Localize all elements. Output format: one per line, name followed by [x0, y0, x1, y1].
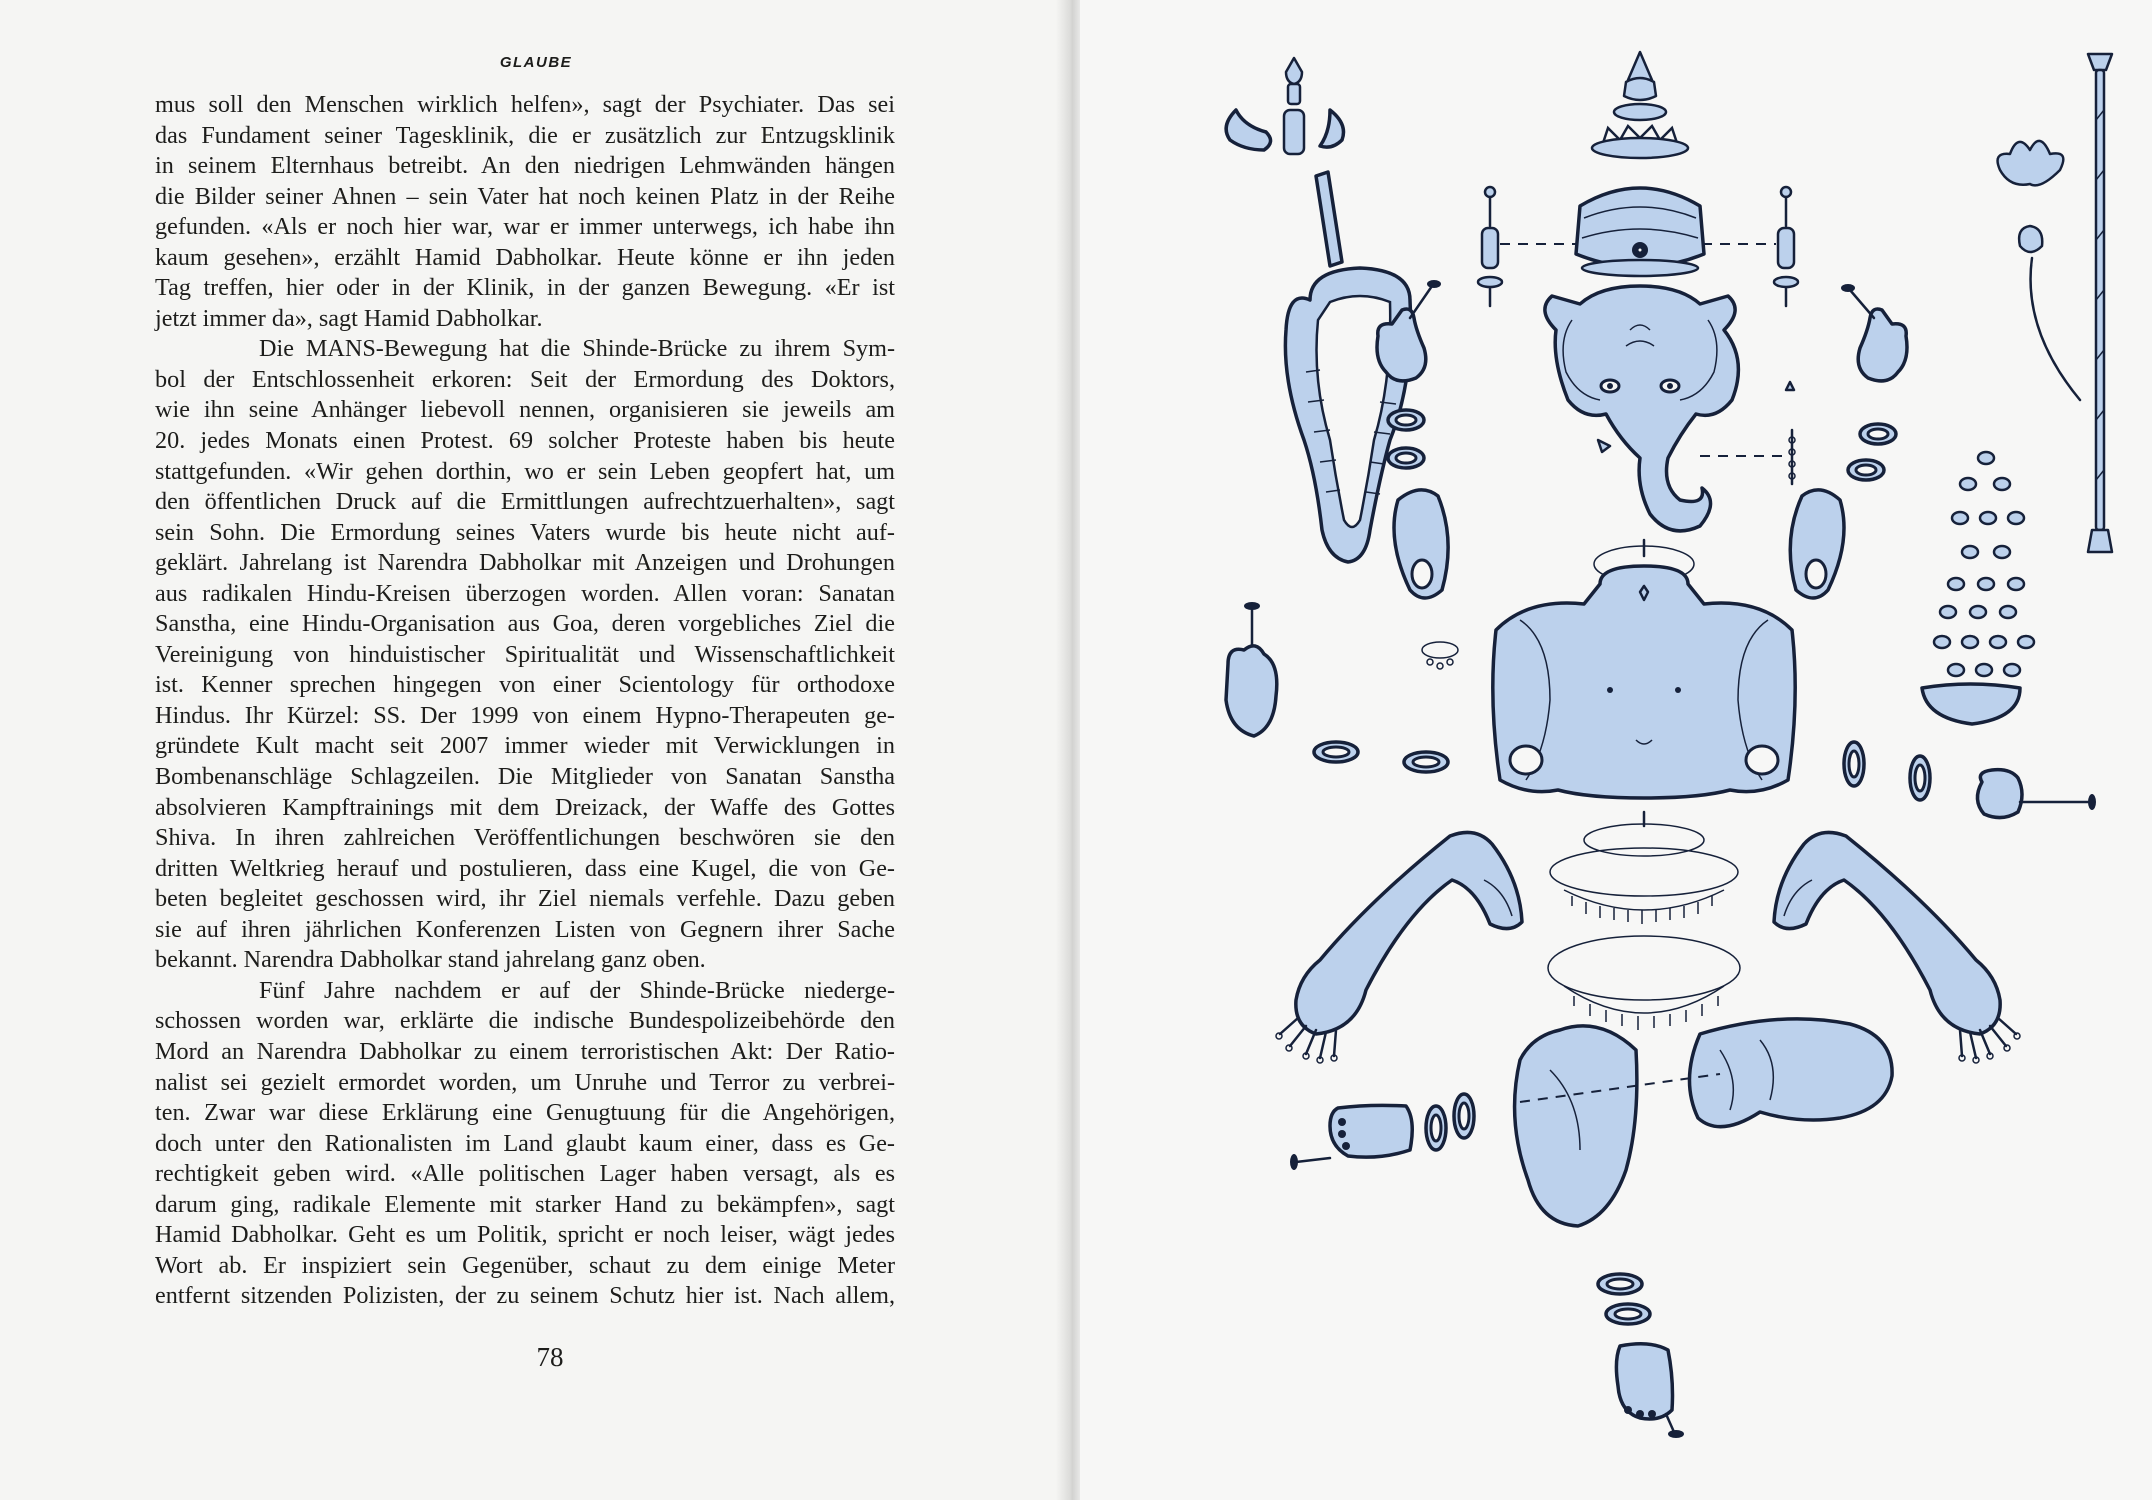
crown-icon [1576, 188, 1704, 276]
anklet-icon [1426, 1106, 1446, 1150]
elephant-head-icon [1545, 286, 1739, 531]
bangle-icon [1848, 460, 1884, 480]
anklet-icon [1454, 1094, 1474, 1138]
body-text [155, 90, 895, 1312]
axe-weapon-icon [1226, 58, 1343, 266]
text-line: ten. Zwar war diese Erklärung eine Genugtuung für die Angehörigen, [155, 1099, 895, 1127]
upper-arm-left-icon [1394, 490, 1448, 598]
foot-right-icon [1616, 1344, 1684, 1438]
waist-chain-icon [1550, 812, 1738, 924]
leg-left-icon [1515, 1026, 1637, 1226]
bangle-icon [1404, 752, 1448, 772]
belt-necklace-icon [1548, 936, 1740, 1030]
text-line: absolvieren Kampftrainings mit dem Dreizack, der Waffe des Gottes [155, 793, 895, 821]
text-line: Die MANS-Bewegung hat die Shinde-Brücke zu ihrem Sym- [259, 335, 895, 363]
text-line: Wort ab. Er inspiziert sein Gegenüber, schaut zu dem einige Meter [155, 1251, 895, 1279]
staff-icon [2088, 54, 2112, 552]
text-line: schossen worden war, erklärte die indische Bundespolizeibehörde den [155, 1007, 895, 1035]
tusk-pieces-icon [1786, 382, 1795, 484]
text-line: in seinem Elternhaus betreibt. An den niedrigen Lehmwänden hängen [155, 152, 895, 180]
hand-lower-left-icon [1226, 602, 1277, 736]
bangle-icon [1388, 410, 1424, 430]
text-line: mus soll den Menschen wirklich helfen», sagt der Psychiater. Das sei [155, 91, 895, 118]
page-number: 78 [536, 1342, 564, 1372]
text-line: sie auf ihren jährlichen Konferenzen Listen von Gegnern ihrer Sache [155, 915, 895, 943]
text-line: den öffentlichen Druck auf die Ermittlungen aufrechtzuerhalten», sagt [155, 488, 895, 516]
bangle-icon [1314, 742, 1358, 762]
text-line: das Fundament seiner Tagesklinik, die er zusätzlich zur Entzugsklinik [155, 121, 895, 149]
text-line: Mord an Narendra Dabholkar zu einem terroristischen Akt: Der Ratio- [155, 1037, 895, 1065]
earring-left-icon [1478, 187, 1502, 306]
right-page [1080, 0, 2152, 1500]
text-line: kaum gesehen», erzählt Hamid Dabholkar. Heute könne er ihn jeden [155, 243, 895, 271]
lotus-flower-icon [1998, 141, 2080, 400]
text-line: Fünf Jahre nachdem er auf der Shinde-Brücke niederge- [259, 976, 895, 1004]
text-line: rechtigkeit geben wird. «Alle politischen Lager haben versagt, als es [155, 1160, 895, 1188]
ganesha-exploded-illustration [1080, 0, 2152, 1500]
text-line: stattgefunden. «Wir gehen dorthin, wo er sein Leben geopfert hat, um [155, 457, 895, 485]
text-line: bekannt. Narendra Dabholkar stand jahrelang ganz oben. [155, 946, 706, 974]
bangle-icon [1910, 756, 1930, 800]
text-line: darum ging, radikale Elemente mit starker Hand zu bekämpfen», sagt [155, 1190, 895, 1218]
text-line: gefunden. «Als er noch hier war, war er immer unterwegs, ich habe ihn [155, 213, 895, 241]
leg-right-icon [1689, 1019, 1892, 1127]
jewel-cluster-icon [1422, 642, 1458, 669]
bangle-icon [1844, 742, 1864, 786]
text-line: doch unter den Rationalisten im Land glaubt kaum einer, dass es Ge- [155, 1129, 895, 1157]
text-line: aus radikalen Hindu-Kreisen überzogen worden. Allen voran: Sanatan [155, 579, 895, 607]
hand-lower-right-icon [1977, 770, 2096, 818]
bangle-icon [1388, 448, 1424, 468]
text-line: nalist sei gezielt ermordet worden, um Unruhe und Terror zu verbrei- [155, 1068, 895, 1096]
text-line: Shiva. In ihren zahlreichen Veröffentlichungen beschwören sie den [155, 824, 895, 852]
scarf-left-icon [1276, 832, 1522, 1063]
text-line: Vereinigung von hinduistischer Spiritualität und Wissenschaftlichkeit [155, 640, 895, 668]
running-head: GLAUBE [499, 54, 573, 71]
text-line: ist. Kenner sprechen hingegen von einer Scientology für orthodoxe [155, 671, 895, 699]
text-line: gründete Kult macht seit 2007 immer wieder mit Verwicklungen in [155, 732, 895, 760]
anklet-icon [1606, 1304, 1650, 1324]
text-line: Tag treffen, hier oder in der Klinik, in der ganzen Bewegung. «Er ist [155, 274, 895, 302]
text-line: bol der Entschlossenheit erkoren: Seit der Ermordung des Doktors, [155, 365, 895, 393]
text-line: Bombenanschläge Schlagzeilen. Die Mitglieder von Sanatan Sanstha [155, 763, 895, 791]
hand-upper-right-icon [1841, 284, 1907, 381]
text-line: beten begleitet geschossen wird, ihr Ziel niemals verfehle. Dazu geben [155, 885, 895, 913]
crown-finial-icon [1592, 52, 1688, 158]
text-line: wie ihn seine Anhänger liebevoll nennen, organisieren sie jeweils am [155, 396, 895, 424]
text-line: dritten Weltkrieg herauf und postulieren, dass eine Kugel, die von Ge- [155, 854, 895, 882]
text-line: jetzt immer da», sagt Hamid Dabholkar. [155, 304, 543, 332]
text-line: geklärt. Jahrelang ist Narendra Dabholkar mit Anzeigen und Drohungen [155, 549, 895, 577]
torso-icon [1493, 546, 1795, 798]
foot-left-icon [1290, 1105, 1412, 1170]
text-line: die Bilder seiner Ahnen – sein Vater hat noch keinen Platz in der Reihe [155, 182, 895, 210]
text-line: Hindus. Ihr Kürzel: SS. Der 1999 von einem Hypno-Therapeuten ge- [155, 701, 895, 729]
text-line: Hamid Dabholkar. Geht es um Politik, spricht er noch leiser, wägt jedes [155, 1221, 895, 1249]
bangle-icon [1860, 424, 1896, 444]
anklet-icon [1598, 1274, 1642, 1294]
upper-arm-right-icon [1790, 490, 1844, 598]
sweets-bowl-icon [1922, 452, 2034, 724]
text-line: 20. jedes Monats einen Protest. 69 solcher Proteste haben bis heute [155, 427, 895, 455]
earring-right-icon [1774, 187, 1798, 306]
left-page [0, 0, 1072, 1500]
text-line: Sanstha, eine Hindu-Organisation aus Goa, deren vorgebliches Ziel die [155, 610, 895, 638]
text-line: sein Sohn. Die Ermordung seines Vaters wurde bis heute nicht auf- [155, 518, 895, 546]
text-line: entfernt sitzenden Polizisten, der zu seinem Schutz hier ist. Nach allem, [155, 1282, 895, 1310]
